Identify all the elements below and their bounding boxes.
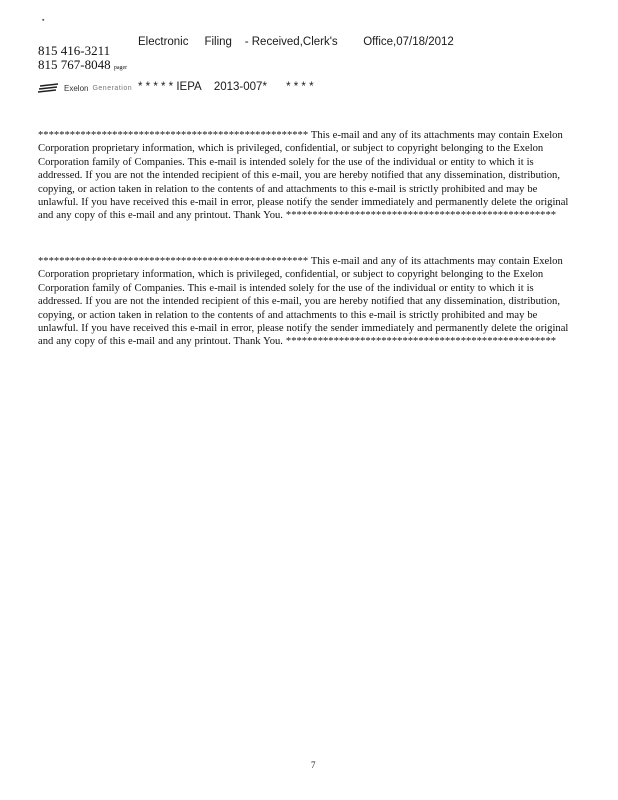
exelon-swoosh-icon — [38, 83, 60, 93]
pager-label: pager — [113, 65, 128, 71]
stamp-line-2: * * * * * IEPA 2013-007* * * * * — [138, 81, 314, 93]
disclaimer-stars-suffix: *************************************************** — [285, 210, 557, 222]
phone-pager-line — [38, 58, 127, 75]
phone-office: 815 416-3211 — [38, 43, 111, 58]
disclaimer-text: This e-mail and any of its attachments may contain Exelon Corporation proprietary information, which is privileged, confidential, or subject to copyright belonging to the Exelon Corporation family of Companies. This e-mail is intended solely for the use of the individual or entity to which it is addressed. If you are not the intended recipient of this e-mail, you are hereby notified that any dissemination, distribution, copying, or action taken in relation to the contents of and attachments to this e-mail is strictly prohibited and may be unlawful. If you have received this e-mail in error, please notify the sender immediately and permanently delete the original and any copy of this e-mail and any printout. Thank You. — [38, 256, 569, 348]
disclaimer-stars-prefix: *************************************************** — [38, 256, 309, 267]
filing-stamp — [138, 5, 578, 110]
phone-pager: 815 767-8048 — [38, 57, 111, 72]
disclaimer-stars-prefix: *************************************************** — [38, 130, 309, 141]
page-number: 7 — [311, 760, 316, 770]
disclaimer-text: This e-mail and any of its attachments may contain Exelon Corporation proprietary information, which is privileged, confidential, or subject to copyright belonging to the Exelon Corporation family of Companies. This e-mail is intended solely for the use of the individual or entity to which it is addressed. If you are not the intended recipient of this e-mail, you are hereby notified that any dissemination, distribution, copying, or action taken in relation to the contents of and attachments to this e-mail is strictly prohibited and may be unlawful. If you have received this e-mail in error, please notify the sender immediately and permanently delete the original and any copy of this e-mail and any printout. Thank You. — [38, 130, 569, 222]
confidentiality-disclaimer-2 — [38, 255, 578, 349]
scan-mark: ▪ — [42, 17, 45, 24]
logo-name: Exelon — [64, 83, 89, 93]
stamp-line-1: Electronic Filing - Received,Clerk's Office,07/18/2012 — [138, 36, 454, 48]
exelon-logo — [38, 82, 132, 94]
disclaimer-stars-suffix: *************************************************** — [285, 336, 557, 348]
confidentiality-disclaimer-1 — [38, 129, 578, 223]
logo-subtitle: Generation — [92, 84, 133, 92]
signature-phones — [38, 44, 127, 75]
